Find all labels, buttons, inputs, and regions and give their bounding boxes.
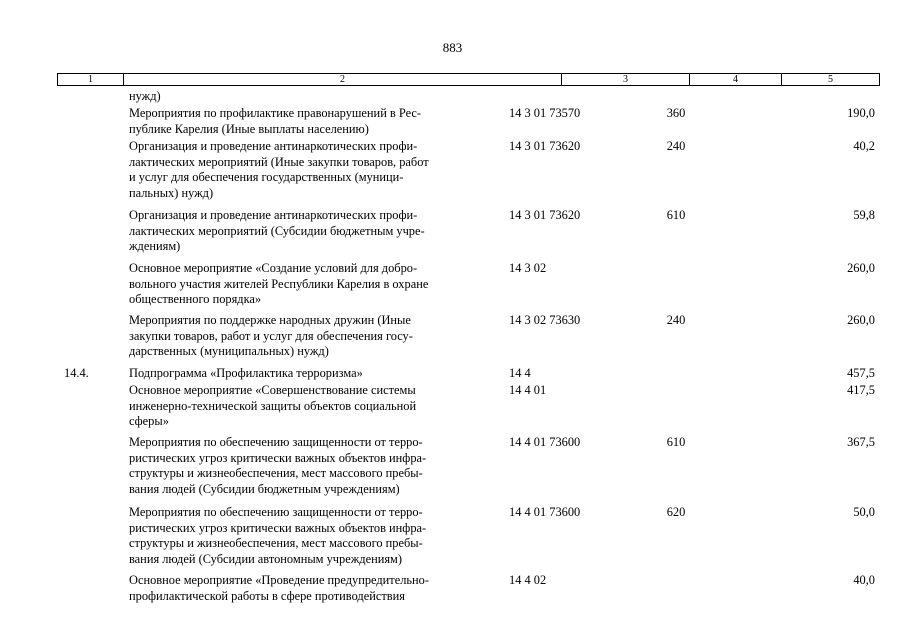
row-expense-type: 610: [666, 435, 686, 449]
row-number: 14.4.: [64, 366, 89, 380]
row-description: Подпрограмма «Профилактика терроризма»: [129, 366, 363, 380]
row-amount: 40,2: [853, 139, 875, 153]
row-description: Мероприятия по поддержке народных дружин (Иные закупки товаров, работ и услуг для обеспечения госу- дарственных (муниципальных) нужд): [129, 313, 413, 359]
row-amount: 40,0: [853, 573, 875, 587]
row-expense-type: 240: [666, 313, 686, 327]
column-header-4: 4: [690, 74, 782, 85]
row-amount: 260,0: [847, 313, 875, 327]
table-column-header: [57, 73, 880, 86]
row-amount: 190,0: [847, 106, 875, 120]
row-description: Основное мероприятие «Проведение предупредительно- профилактической работы в сфере противодействия: [129, 573, 430, 603]
row-code: 14 4 01 73600: [509, 505, 581, 519]
row-amount: 59,8: [853, 208, 875, 222]
row-description: Организация и проведение антинаркотических профи- лактических мероприятий (Иные закупки товаров, работ и услуг для обеспечения государственных (муници- пальных) нужд): [129, 139, 429, 200]
row-description: Организация и проведение антинаркотических профи- лактических мероприятий (Субсидии бюджетным учре- ждениям): [129, 208, 425, 254]
row-amount: 457,5: [847, 366, 875, 380]
row-description: Основное мероприятие «Создание условий для добро- вольного участия жителей Республики Карелия в охране общественного порядка»: [129, 261, 429, 307]
column-header-1: 1: [58, 74, 124, 85]
row-code: 14 3 02: [509, 261, 547, 275]
row-code: 14 3 01 73620: [509, 139, 581, 153]
row-code: 14 4 02: [509, 573, 547, 587]
row-amount: 260,0: [847, 261, 875, 275]
row-code: 14 3 02 73630: [509, 313, 581, 327]
page-number: 883: [442, 40, 463, 55]
row-code: 14 4 01: [509, 383, 547, 397]
column-header-5: 5: [828, 74, 833, 85]
row-code: 14 3 01 73620: [509, 208, 581, 222]
row-description: нужд): [129, 89, 161, 103]
column-header-2: 2: [124, 74, 562, 85]
row-description: Мероприятия по обеспечению защищенности от терро- ристических угроз критически важных объектов инфра- структуры и жизнеобеспечения, мест массового пребы- вания людей (Субсидии автономным учреждениям): [129, 505, 427, 566]
column-header-3: 3: [562, 74, 690, 85]
row-amount: 367,5: [847, 435, 875, 449]
row-description: Основное мероприятие «Совершенствование системы инженерно-технической защиты объектов социальной сферы»: [129, 383, 417, 429]
row-expense-type: 620: [666, 505, 686, 519]
row-expense-type: 240: [666, 139, 686, 153]
row-code: 14 4 01 73600: [509, 435, 581, 449]
row-description: Мероприятия по профилактике правонарушений в Рес- публике Карелия (Иные выплаты населению): [129, 106, 422, 136]
row-expense-type: 360: [666, 106, 686, 120]
row-code: 14 3 01 73570: [509, 106, 581, 120]
row-code: 14 4: [509, 366, 531, 380]
row-amount: 50,0: [853, 505, 875, 519]
row-expense-type: 610: [666, 208, 686, 222]
row-description: Мероприятия по обеспечению защищенности от терро- ристических угроз критически важных объектов инфра- структуры и жизнеобеспечения, мест массового пребы- вания людей (Субсидии бюджетным учреждениям): [129, 435, 427, 496]
row-amount: 417,5: [847, 383, 875, 397]
